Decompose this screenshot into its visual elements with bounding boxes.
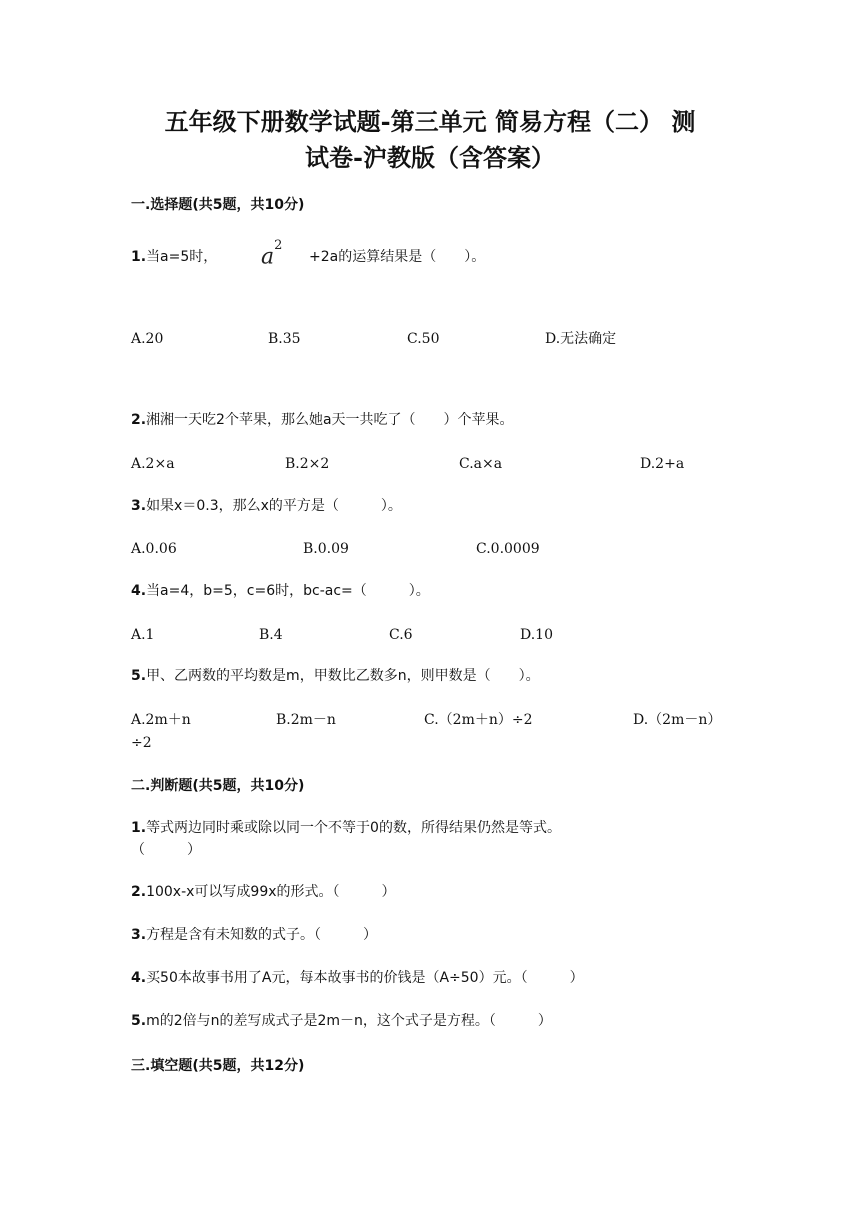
- title-line-1: 五年级下册数学试题-第三单元 简易方程（二） 测: [164, 107, 696, 136]
- option-d-continuation: ÷2: [131, 735, 152, 751]
- choice-question-1: [131, 247, 217, 267]
- judgement-question-5: [131, 1011, 552, 1031]
- question-number: 2.: [131, 884, 147, 900]
- option-c: C.（2m＋n）÷2: [424, 712, 533, 728]
- option-a: A.20: [131, 331, 164, 347]
- option-d: D.（2m－n）: [633, 712, 722, 728]
- question-text: 100x-x可以写成99x的形式。（ ）: [146, 884, 396, 900]
- question-number: 2.: [131, 412, 147, 428]
- option-d: D.无法确定: [545, 331, 617, 347]
- option-c: C.50: [407, 331, 440, 347]
- option-b: B.2m－n: [276, 712, 336, 728]
- choice-question-3: [131, 496, 402, 516]
- question-text: 等式两边同时乘或除以同一个不等于0的数，所得结果仍然是等式。: [146, 820, 561, 836]
- question-number: 4.: [131, 970, 147, 986]
- page-title: [60, 104, 800, 176]
- math-base: a: [261, 244, 275, 270]
- option-b: B.2×2: [285, 456, 330, 472]
- choice-question-5: [131, 666, 540, 686]
- section-header-fill-blank: 三.填空题(共5题，共12分): [131, 1058, 305, 1074]
- section-header-judgement: 二.判断题(共5题，共10分): [131, 778, 305, 794]
- question-text-after: +2a的运算结果是（ ）。: [309, 249, 486, 265]
- question-text: m的2倍与n的差写成式子是2m－n，这个式子是方程。（ ）: [146, 1013, 552, 1029]
- judgement-question-4: [131, 968, 584, 988]
- question-text: 湘湘一天吃2个苹果，那么她a天一共吃了（ ）个苹果。: [146, 412, 514, 428]
- question-number: 1.: [131, 249, 147, 265]
- option-a: A.2×a: [131, 456, 175, 472]
- math-exponent: 2: [274, 238, 283, 253]
- option-b: B.35: [268, 331, 301, 347]
- option-b: B.4: [259, 627, 283, 643]
- choice-question-4: [131, 581, 430, 601]
- question-text: 如果x＝0.3，那么x的平方是（ ）。: [146, 498, 402, 514]
- option-a: A.0.06: [131, 541, 177, 557]
- option-a: A.2m＋n: [131, 712, 191, 728]
- judgement-question-2: [131, 882, 396, 902]
- math-expression-a-squared: [261, 238, 283, 270]
- choice-question-2: [131, 410, 514, 430]
- question-number: 4.: [131, 583, 147, 599]
- question-number: 5.: [131, 668, 147, 684]
- option-d: D.10: [520, 627, 553, 643]
- question-number: 5.: [131, 1013, 147, 1029]
- judgement-question-3: [131, 925, 377, 945]
- question-text-before: 当a=5时，: [146, 249, 218, 265]
- option-c: C.6: [389, 627, 413, 643]
- title-line-2: 试卷-沪教版（含答案）: [305, 143, 555, 172]
- question-number: 1.: [131, 820, 147, 836]
- judgement-question-1: [131, 818, 561, 838]
- question-number: 3.: [131, 927, 147, 943]
- question-text: 甲、乙两数的平均数是m，甲数比乙数多n，则甲数是（ ）。: [146, 668, 540, 684]
- option-c: C.a×a: [459, 456, 503, 472]
- option-b: B.0.09: [303, 541, 349, 557]
- question-text: 买50本故事书用了A元，每本故事书的价钱是（A÷50）元。（ ）: [146, 970, 584, 986]
- question-text: 当a=4，b=5，c=6时，bc-ac=（ ）。: [146, 583, 430, 599]
- option-a: A.1: [131, 627, 155, 643]
- question-number: 3.: [131, 498, 147, 514]
- question-text: 方程是含有未知数的式子。（ ）: [146, 927, 378, 943]
- answer-blank: （ ）: [131, 842, 201, 858]
- option-c: C.0.0009: [476, 541, 540, 557]
- option-d: D.2+a: [640, 456, 685, 472]
- section-header-choice: 一.选择题(共5题，共10分): [131, 197, 305, 213]
